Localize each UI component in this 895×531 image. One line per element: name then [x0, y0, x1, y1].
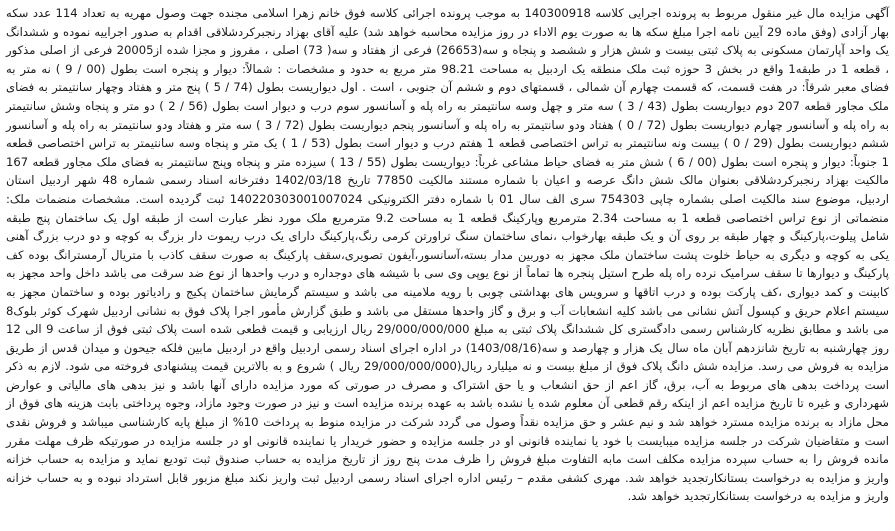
auction-notice-text: آگهی مزایده مال غیر منقول مربوط به پرونده اجرایی کلاسه 140300918 به موجب پرونده اجرائی کلاسه فوق خانم زهرا اسلامی مجنده جهت وصول مهریه به تعداد 114 عدد سکه بهار آزادی (وفق ماده 29 آیین نامه اجرا مبلغ سکه ها به صورت یوم الاداء در روز مزایده محاسبه خواهد شد) علیه آقای بهزاد رنجبرکردشلاقی اقدام به صدور اجراییه نموده و ششدانگ یک واحد آپارتمان مسکونی به پلاک ثبتی بیست و شش هزار و ششصد و پنجاه و سه(26653) فرعی از هفتاد و سه( 73) اصلی ، مفروز و مجزا شده از20005 فرعی از اصلی مذکور ، قطعه 1 در طبقه1 واقع در بخش 3 حوزه ثبت ملک منطقه یک اردبیل به مساحت 98.21 متر مربع به حدود و مشخصات : شمالاً: دیوار و پنجره است بطول (00 / 9 ) نه متر به فضای معبر شرقاً: در هفت قسمت، که قسمت چهارم آن شمالی ، قسمتهای دوم و ششم آن جنوبی ، است . اول دیواریست بطول (74 / 5 ) پنج متر و هفتاد وچهار سانتیمتر به فضای ملک مجاور قطعه 207 دوم دیواریست بطول (43 / 3 ) سه متر و چهل وسه سانتیمتر به راه پله و آسانسور سوم درب و دیوار است بطول (56 / 2 ) دو متر و پنجاه وشش سانتیمتر به راه پله و آسانسور چهارم دیواریست بطول (72 / 0 ) هفتاد ودو سانتیمتر به راه پله و آسانسور پنجم دیواریست بطول (72 / 3 ) سه متر و هفتاد ودو سانتیمتر به راه پله و آسانسور ششم دیواریست بطول (29 / 0 ) بیست ونه سانتیمتر به تراس اختصاصی قطعه 1 هفتم درب و دیوار است بطول (53 / 1 ) یک متر و پنجاه وسه سانتیمتر به تراس اختصاصی قطعه 1 جنوباً: دیوار و پنجره است بطول (00 / 6 ) شش متر به فضای حیاط مشاعی غرباً: دیواریست بطول (55 / 13 ) سیزده متر و پنجاه وپنج سانتیمتر به فضای ملک مجاور قطعه 167 مالکیت بهزاد رنجبرکردشلاقی بعنوان مالک شش دانگ عرصه و اعیان با شماره مستند مالکیت 77850 تاریخ 1402/03/18 دفترخانه اسناد رسمی شماره 48 شهر اردبیل استان اردبیل، موضوع سند مالکیت اصلی بشماره چاپی 754303 سری الف سال 01 با شماره دفتر الکترونیکی 140220303001007024 ثبت گردیده است. مشخصات منضمات ملک: منضماتی از نوع تراس اختصاصی قطعه 1 به مساحت 2.34 مترمربع وپارکینگ قطعه 1 به مساحت 9.2 مترمربع ملک مورد نظر عبارت است از طبقه اول یک ساختمان پنج طبقه شامل پیلوت،پارکینگ و چهار طبقه بر روی آن و یک طبقه بهارخواب ،نمای ساختمان سنگ تراورتن کرمی رنگ،پارکینگ دارای یک درب ریموت دار بزرگ به کوچه و دو درب بزرگ آهنی یکی به کوچه و دیگری به حیاط خلوت پشت ساختمان ملک مجهز به دوربین مدار بسته،آسانسور،آیفون تصویری،سقف پارکینگ به صورت سقف کاذب با متریال آرمسترانگ بوده کف پارکینگ و دیوارها تا سقف سرامیک نرده راه پله طرح استیل پنجره ها تماماً از نوع یوپی وی سی با شیشه های دوجداره و درب واحدها از نوع ضد سرقت می باشد داخل واحد مجهز به کابینت و کمد دیواری ،کف پارکت بوده و درب اتاقها و سرویس های بهداشتی چوبی با رویه ملامینه می باشد و سیستم گرمایش ساختمان پکیج و رادیاتور بوده و ساختمان مجهز به سیستم اعلام حریق و کپسول آتش نشانی می باشد کلیه انشعابات آب و برق و گاز واحدها مستقل می باشد و طبق گزارش مأمور اجرا پلاک فوق به نشانی اردبیل شهرک کوثر بلوک8 می باشد و مطابق نظریه کارشناس رسمی دادگستری کل ششدانگ پلاک ثبتی به مبلغ 29/000/000/000 ریال ارزیابی و قیمت قطعی شده است پلاک ثبتی فوق از ساعت 9 الی 12 روز چهارشنبه به تاریخ شانزدهم آبان ماه سال یک هزار و چهارصد و سه(1403/08/16) در اداره اجرای اسناد رسمی اردبیل واقع در اردبیل مابین فلکه جیحون و میدان قدس از طریق مزایده به فروش می رسد. مزایده شش دانگ پلاک فوق از مبلغ بیست و نه میلیارد ریال(29/000/000/000 ریال ) شروع و به بالاترین قیمت پیشنهادی فروخته می شود. لازم به ذکر است پرداخت بدهی های مربوط به آب، برق، گاز اعم از حق انشعاب و یا حق اشتراک و مصرف در صورتی که مورد مزایده دارای آنها باشد و نیز بدهی های مالیاتی و عوارض شهرداری و غیره تا تاریخ مزایده اعم از اینکه رقم قطعی آن معلوم شده یا نشده باشد به عهده برنده مزایده است و نیز در صورت وجود مازاد، وجوه پرداختی بابت هزینه های فوق از محل مازاد به برنده مزایده مسترد خواهد شد و نیم عشر و حق مزایده نقداً وصول می گردد شرکت در مزایده منوط به پرداخت 10% از مبلغ پایه کارشناسی میباشد و فروش نقدی است و متقاضیان شرکت در جلسه مزایده میبایست با خود یا نماینده قانونی او در جلسه مزایده و حضور خریدار یا نماینده قانونی او در جلسه مزایده در صورتیکه ظرف مهلت مقرر مانده فروش را به حساب سپرده مزایده مکلف است مابه التفاوت مبلغ فروش را ظرف مدت پنج روز از تاریخ مزایده به حساب صندوق ثبت تودیع نماید و مزایده به حساب خزانه واریز و مزایده به درخواست بستانکارتجدید خواهد شد. مهری کشفی مقدم – رئیس اداره اجرای اسناد رسمی اردبیل ثبت واریز نکند مبلغ مزبور قابل استرداد نبوده و به حساب خزانه واریز و مزایده به درخواست بستانکارتجدید خواهد شد.: [6, 6, 890, 504]
